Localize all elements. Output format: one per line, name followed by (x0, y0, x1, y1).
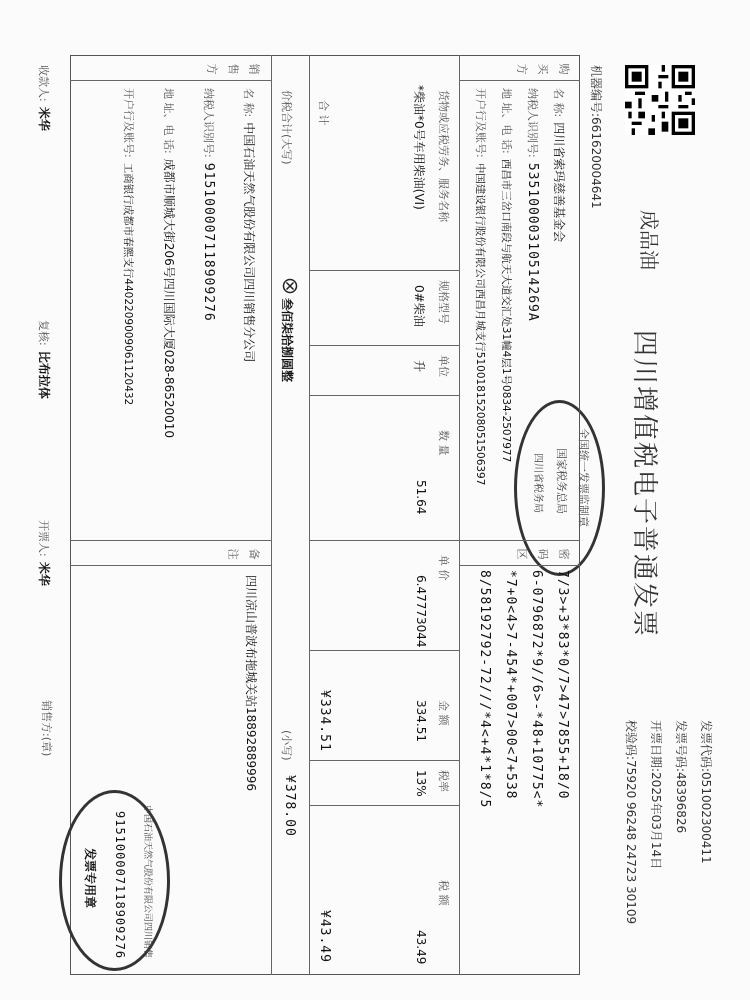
col-header-qty: 数 量 (437, 430, 450, 456)
payee (36, 65, 55, 131)
col-header-rate: 税率 (437, 770, 450, 792)
seller-address-label: 地 址、电 话: (162, 88, 175, 154)
buyer-name-row (551, 88, 570, 242)
invoice-number-label: 发票号码: (674, 720, 688, 773)
reviewer-label: 复核: (37, 320, 50, 346)
grand-total-words-label: 价税合计(大写) (280, 90, 293, 165)
seller-seal-label: 销售方:(章) (40, 700, 53, 757)
reviewer (36, 320, 55, 399)
invoice-seal-top: 中国石油天然气股份有限公司四川销售 (142, 805, 152, 959)
grand-total-figures-label: (小写) (280, 730, 293, 761)
seller-address: 成都市顺城大街206号四川国际大厦028-86520010 (162, 158, 176, 439)
machine-number (588, 65, 605, 209)
buyer-bank-label: 开户行及账号: (474, 88, 487, 158)
buyer-name: 四川省索玛慈善基金会 (552, 122, 566, 243)
seller-tax-id-label: 纳税人识别号: (202, 88, 215, 158)
tax-seal-text: 全国统一发票监制章 (577, 428, 590, 527)
item-tax: 43.49 (414, 930, 428, 965)
invoice-date (648, 720, 665, 869)
seller-bank-row (121, 88, 140, 405)
buyer-address-label: 地 址、电 话: (500, 88, 513, 154)
payee-label: 收款人: (37, 65, 50, 102)
payee-value: 米华 (37, 106, 51, 131)
item-rate: 13% (414, 770, 428, 797)
drawer (36, 520, 55, 586)
seller-name-row (241, 88, 260, 362)
buyer-address: 西昌市三岔口南段与航天大道交汇处31幢4层1号0834-2507977 (500, 158, 512, 463)
drawer-label: 开票人: (37, 520, 50, 557)
invoice-number (673, 720, 690, 833)
invoice-date-label: 开票日期: (649, 720, 663, 773)
item-name: *柴油*0号车用柴油(VI) (412, 85, 426, 210)
grand-total-words: 叁佰柒拾捌圆整 (280, 298, 294, 383)
invoice-code-label: 发票代码: (699, 720, 713, 773)
remark-label: 备注 (218, 547, 260, 560)
total-label: 合 计 (317, 100, 330, 126)
invoice-date-value: 2025年03月14日 (649, 772, 663, 870)
invoice-number-value: 48396826 (674, 772, 688, 834)
invoice-code-value: 051002300411 (699, 772, 713, 864)
cipher-section-label: 密码区 (507, 547, 570, 560)
item-spec: 0#柴油 (412, 285, 426, 327)
check-code-value: 75920 96248 24723 30109 (624, 760, 638, 925)
reviewer-value: 比布拉体 (37, 350, 51, 399)
circle-cross-icon (282, 278, 298, 294)
buyer-tax-id: 53510000310514269A (525, 162, 540, 322)
qr-code-icon (625, 65, 695, 135)
cipher-line: 7/3>+3*83*0/7>47>7855+18/0 (555, 570, 570, 800)
cipher-line: *7+0<4>7-454*+007>00<7+538 (503, 570, 518, 800)
buyer-name-label: 名 称: (552, 88, 565, 118)
seller-tax-id-row (201, 88, 220, 322)
buyer-bank-row (473, 88, 492, 485)
total-amount: ¥334.51 (317, 690, 332, 752)
grand-total-figures: ¥378.00 (282, 775, 297, 837)
col-header-amount: 金 额 (437, 700, 450, 726)
buyer-tax-id-row (525, 88, 544, 322)
machine-number-label: 机器编号: (589, 65, 603, 118)
seller-section-label: 销售方 (197, 62, 260, 75)
item-unit: 升 (412, 360, 426, 373)
tax-seal-sub: 国家税务总局 (555, 448, 568, 514)
invoice-seal-id: 915100007118909276 (113, 811, 127, 960)
seller-address-row (161, 88, 180, 438)
seller-bank: 工商银行成都市春熙支行4402209009061120432 (122, 162, 134, 406)
seller-name-label: 名 称: (242, 88, 255, 118)
seller-tax-id: 915100007118909276 (201, 162, 216, 322)
check-code-label: 校验码: (624, 720, 638, 761)
seller-name: 中国石油天然气股份有限公司四川销售分公司 (242, 122, 256, 363)
invoice-special-seal (59, 790, 170, 971)
item-qty: 51.64 (414, 480, 428, 515)
product-type: 成品油 (637, 210, 661, 270)
buyer-section-label: 购买方 (507, 62, 570, 75)
check-code (623, 720, 640, 924)
remark-text: 四川凉山普波布拖城关站18892889996 (244, 575, 258, 791)
machine-number-value: 661620004641 (589, 117, 603, 209)
col-header-name: 货物或应税劳务、服务名称 (437, 90, 450, 222)
invoice-code (698, 720, 715, 864)
drawer-value: 米华 (37, 561, 51, 586)
col-header-unit: 单位 (437, 355, 450, 377)
cipher-line: 8/58192792-72///*4<+4*1*8/5 (477, 570, 492, 809)
seller-bank-label: 开户行及账号: (122, 88, 135, 158)
cipher-line: 6-0796872*9//6>-*48+10775<* (529, 570, 544, 809)
total-tax: ¥43.49 (317, 910, 332, 963)
item-price: 6.47773044 (414, 575, 428, 648)
buyer-tax-id-label: 纳税人识别号: (526, 88, 539, 158)
tax-seal-region: 四川省税务局 (532, 453, 543, 513)
col-header-price: 单 价 (437, 555, 450, 581)
invoice-seal-bottom: 发票专用章 (83, 848, 97, 909)
buyer-address-row (499, 88, 518, 462)
invoice-title: 四川增值税电子普通发票 (629, 330, 659, 639)
buyer-bank: 中国建设银行股份有限公司西昌月城支行51001815208051506397 (474, 162, 486, 486)
col-header-tax: 税 额 (437, 880, 450, 906)
item-amount: 334.51 (414, 700, 428, 742)
col-header-spec: 规格型号 (437, 280, 450, 324)
